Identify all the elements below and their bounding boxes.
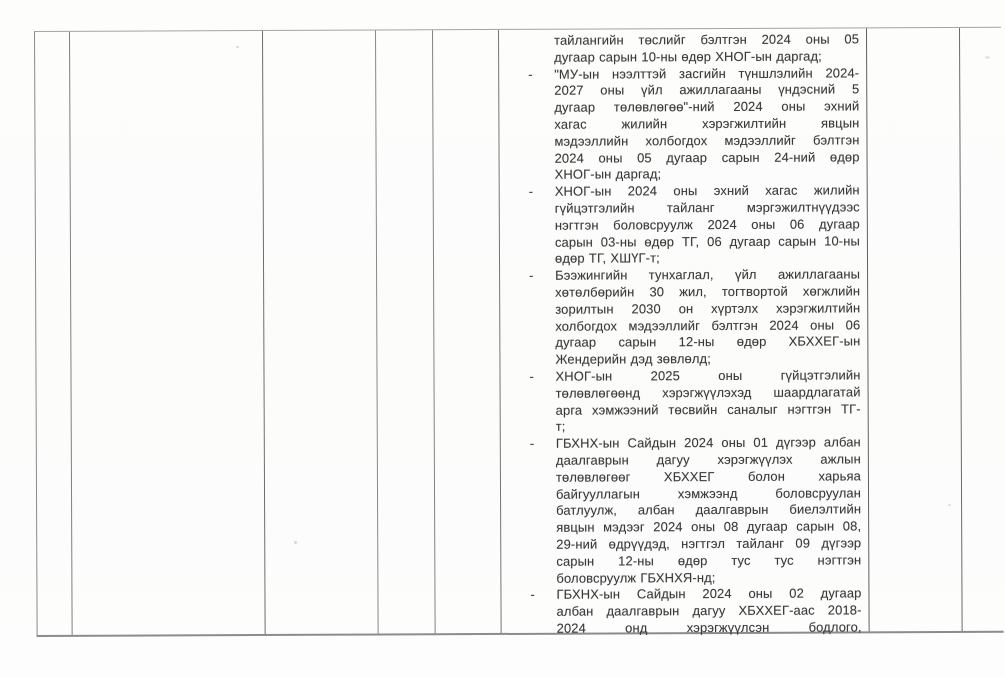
text-line: 2024 оны 05 дугаар сарын 24-ний өдөр	[554, 148, 860, 166]
bullet-item	[528, 182, 860, 268]
table-cell-empty-4	[375, 30, 435, 633]
content-cell	[498, 28, 869, 636]
text-line: ГБХНХ-ын Сайдын 2024 оны 01 дүгээр албан	[555, 434, 861, 451]
text-line: батлуулж, албан даалгаврын биелэлтийн	[556, 501, 862, 519]
text-line: "МУ-ын нээлттэй засгийн түншлэлийн 2024-	[554, 64, 860, 82]
text-line: төлөвлөгөөг ХБХХЕГ болон харьяа	[555, 468, 861, 485]
text-line: даалгаврын дагуу хэрэгжүүлэх ажлын	[555, 451, 861, 468]
bullet-item	[554, 31, 859, 66]
scan-speck	[948, 504, 951, 506]
text-line: нэгтгэн боловсруулж 2024 оны 06 дугаар	[554, 216, 860, 233]
text-line: тайлангийн төслийг бэлтгэн 2024 оны 05	[554, 31, 860, 48]
table-cell-empty-5	[432, 30, 501, 633]
text-line: өдөр ТГ, ХШҮГ-т;	[554, 250, 660, 267]
bullet-item	[529, 266, 861, 369]
text-line: төлөвлөгөөнд хэрэгжүүлэхэд шаардлагатай	[555, 384, 861, 401]
text-line: явцын мэдээг 2024 оны 08 дугаар сарын 08,	[556, 518, 862, 535]
text-line: албан даалгаврын дагуу ХБХХЕГ-аас 2018-	[556, 602, 862, 619]
text-line: Жендерийн дэд зөвлөлд;	[555, 351, 711, 367]
text-line: дугаар төлөвлөгөө"-ний 2024 оны эхний	[554, 98, 860, 115]
text-line: дугаар сарын 10-ны өдөр ХНОГ-ын даргад;	[554, 48, 822, 65]
dash-bullet-icon: -	[528, 183, 534, 200]
table-cell-empty-6	[866, 28, 962, 631]
dash-bullet-icon: -	[530, 587, 535, 603]
dash-bullet-icon: -	[529, 435, 535, 451]
bullet-item	[529, 367, 861, 436]
text-line: сарын 12-ны өдөр тус тус нэгтгэн	[556, 552, 862, 569]
table-cell-empty-7	[959, 28, 1005, 631]
bullet-item	[530, 585, 862, 638]
bullet-item	[529, 434, 862, 588]
text-line: ХНОГ-ын 2025 оны гүйцэтгэлийн	[555, 367, 861, 384]
text-line: хөтөлбөрийн 30 жил, тогтвортой хөгжлийн	[555, 283, 861, 300]
text-line: байгууллагын хэмжээнд боловсруулан	[555, 484, 862, 502]
text-line: сарын 03-ны өдөр ТГ, 06 дугаар сарын 10-ны	[554, 232, 860, 250]
text-line: 2024 онд хэрэгжүүлсэн бодлого,	[556, 619, 862, 636]
dash-bullet-icon: -	[529, 368, 534, 384]
text-line: дугаар сарын 12-ны өдөр ХБХХЕГ-ын	[555, 333, 861, 351]
scan-speck	[985, 56, 990, 59]
text-line: гүйцэтгэлийн тайланг мэргэжилтнүүдээс	[554, 199, 860, 216]
table-cell-empty-2	[69, 31, 265, 635]
text-line: зорилтын 2030 он хүртэлх хэрэгжилтийн	[555, 300, 861, 317]
dash-bullet-icon: -	[529, 267, 534, 283]
text-line: Бээжингийн тунхаглал, үйл ажиллагааны	[555, 266, 861, 283]
text-line: ХНОГ-ын 2024 оны эхний хагас жилийн	[554, 182, 860, 199]
text-line: мэдээллийн холбогдох мэдээллийг бэлтгэн	[554, 132, 860, 149]
text-line: хагас жилийн хэрэгжилтийн явцын	[554, 115, 860, 132]
text-line: ХНОГ-ын даргад;	[554, 166, 662, 183]
text-line: боловсруулж ГБХНХЯ-нд;	[556, 569, 716, 586]
bullet-item	[528, 64, 860, 184]
text-line: 29-ний өдрүүдэд, нэгтгэл тайланг 09 дүгээр	[556, 535, 862, 552]
table-cell-empty-1	[35, 32, 72, 635]
table-cell-empty-3	[262, 31, 378, 634]
dash-bullet-icon: -	[528, 66, 533, 82]
text-line: 2027 оны үйл ажиллагааны үндэсний 5	[554, 81, 860, 99]
scan-speck	[236, 46, 239, 48]
text-line: арга хэмжээний төсвийн саналыг нэгтгэн ТГ-	[555, 400, 861, 418]
text-line: ГБХНХ-ын Сайдын 2024 оны 02 дугаар	[556, 585, 862, 603]
text-line: т;	[555, 419, 566, 435]
text-line: холбогдох мэдээллийг бэлтгэн 2024 оны 06	[555, 316, 861, 334]
document-table	[34, 27, 1004, 637]
scan-speck	[294, 541, 297, 544]
